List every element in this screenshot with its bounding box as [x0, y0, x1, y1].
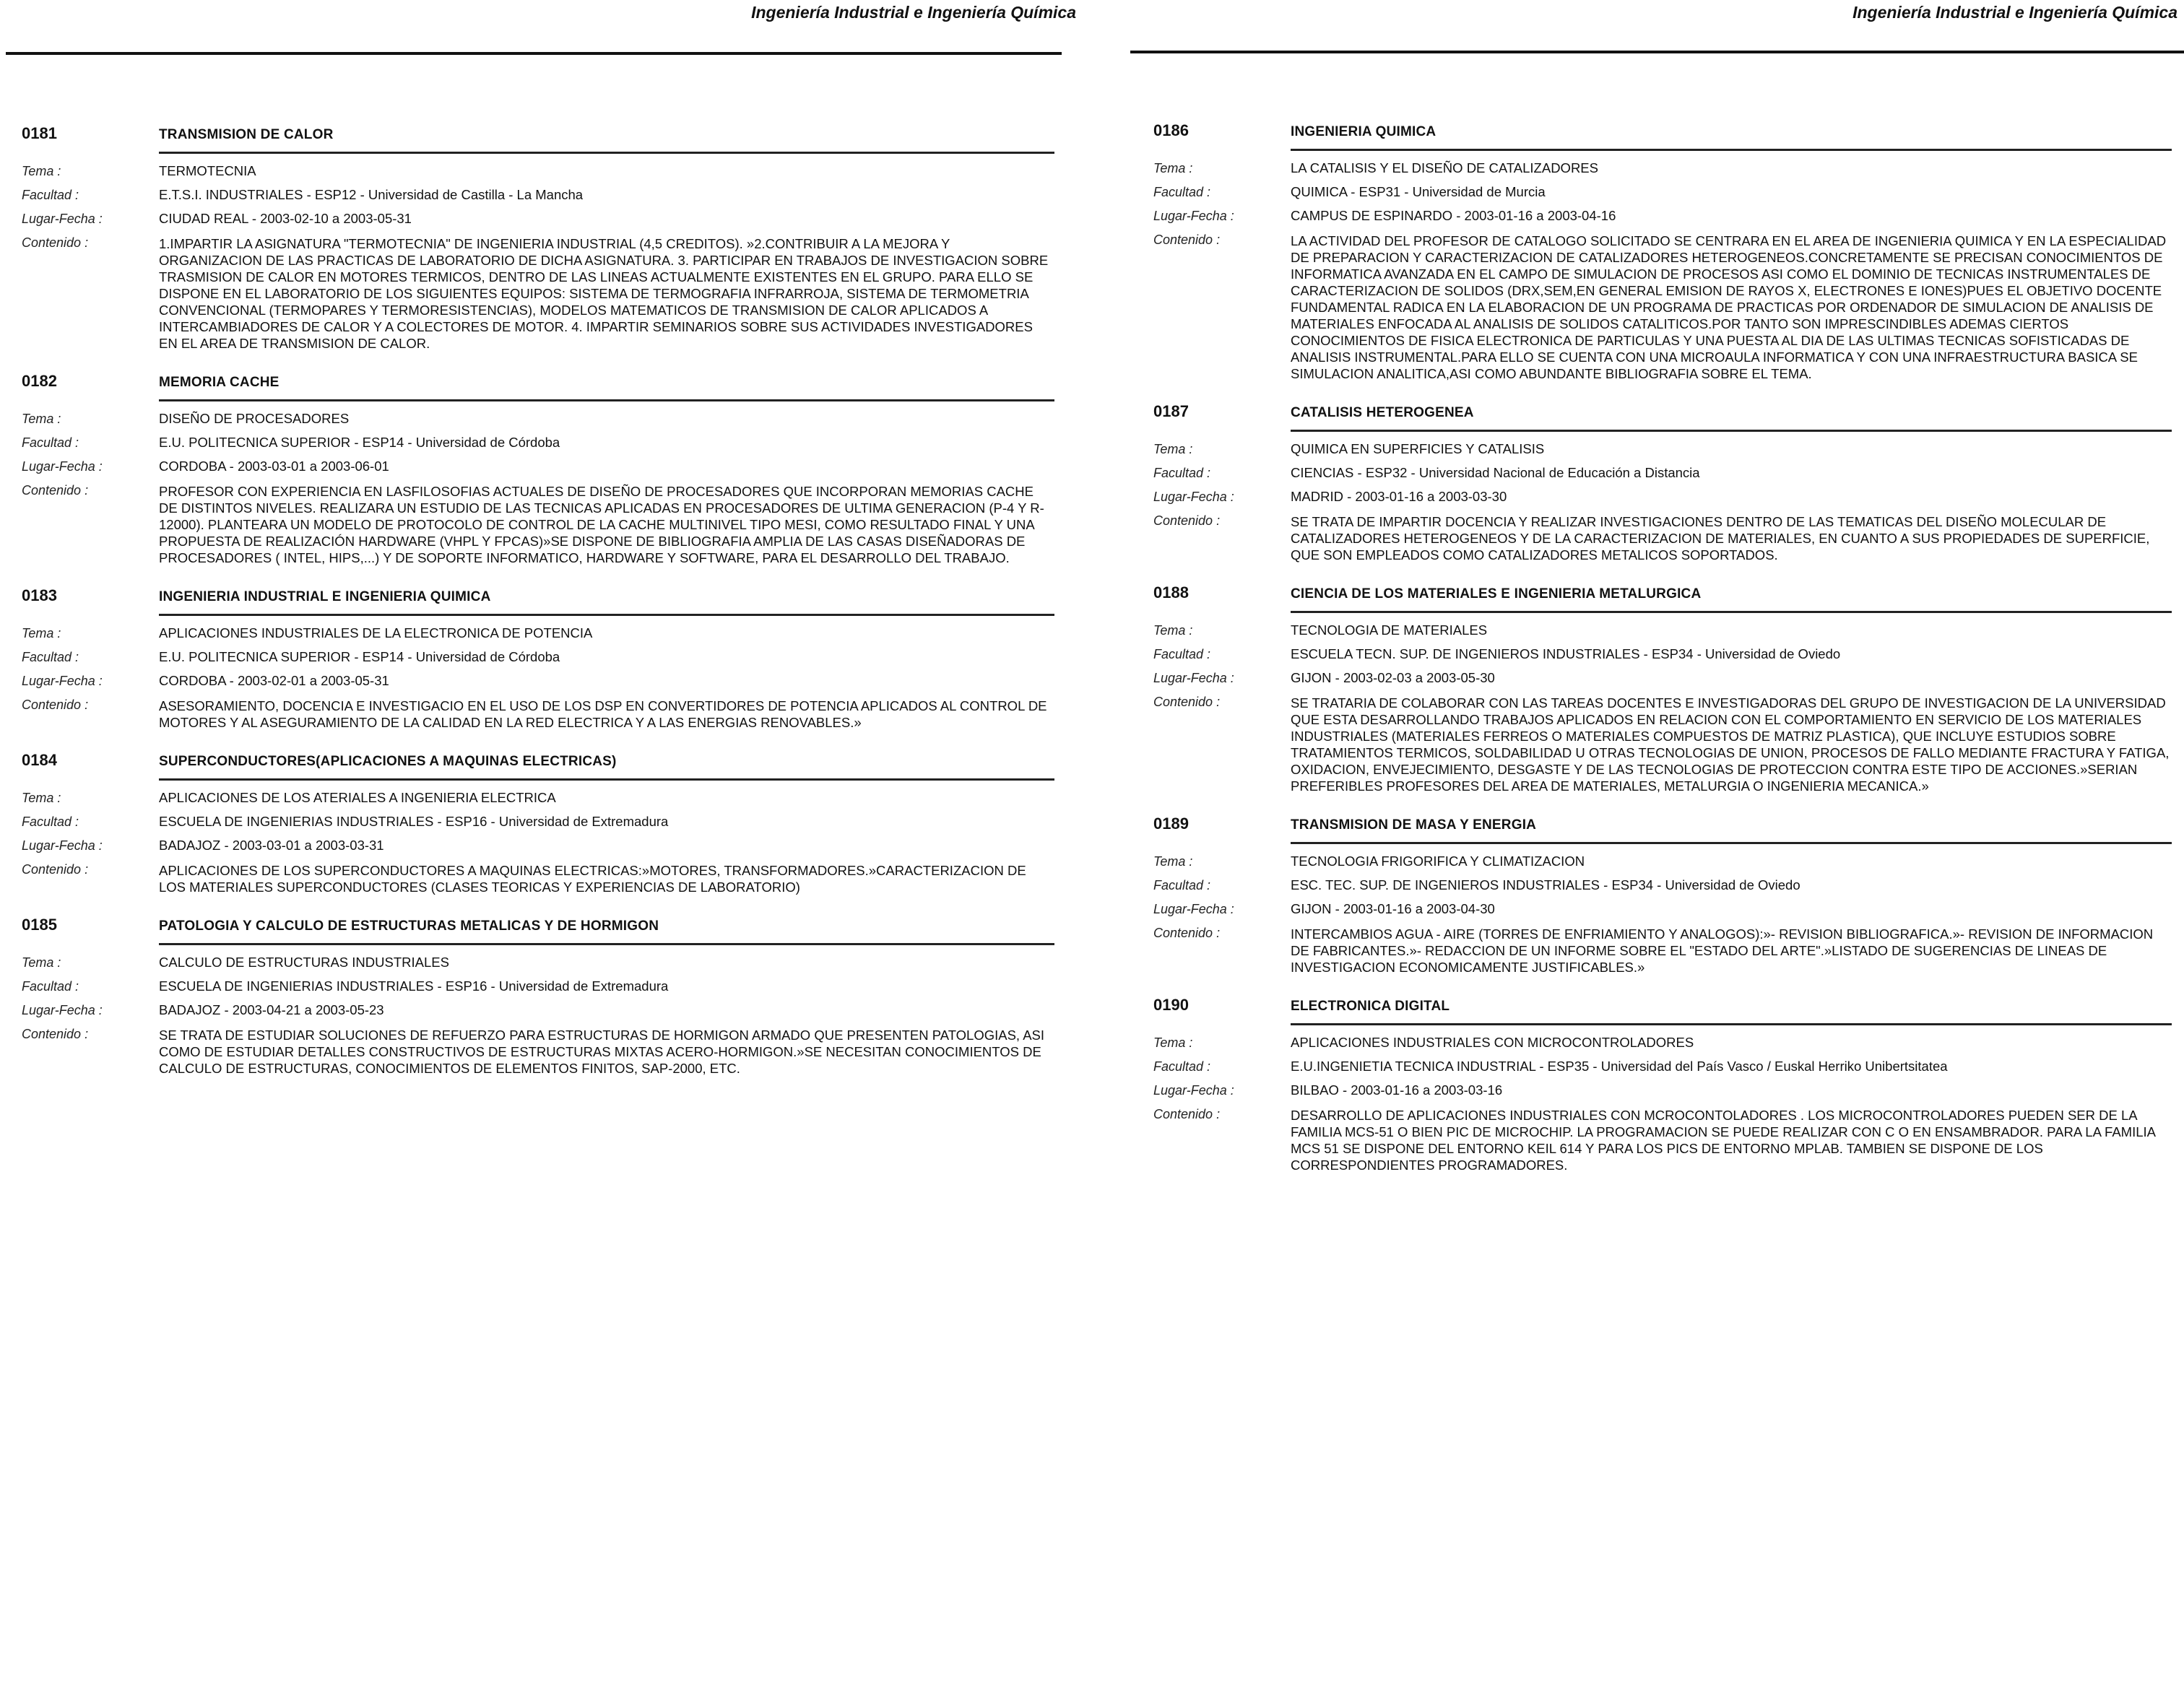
field-tema — [1153, 442, 2172, 457]
contenido-value: INTERCAMBIOS AGUA - AIRE (TORRES DE ENFRIAMIENTO Y ANALOGOS):»- REVISION BIBLIOGRAFICA.»- REVISION DE INFORMACION DE FABRICANTES.»- REDACCION DE UN INFORME SOBRE EL "ESTADO DEL ARTE".»LISTADO DE SUGERENCIAS DE LINEAS DE INVESTIGACION ECONOMICAMENTE JUSTIFICABLES.» — [1291, 926, 2154, 975]
entry-title: PATOLOGIA Y CALCULO DE ESTRUCTURAS METALICAS Y DE HORMIGON — [159, 918, 659, 934]
entry-rule — [159, 778, 1054, 781]
entry-title: TRANSMISION DE CALOR — [159, 127, 334, 142]
left-page — [0, 0, 1083, 1694]
field-label: Contenido : — [22, 483, 89, 498]
field-tema — [1153, 1035, 2172, 1051]
entry-header — [1153, 121, 2172, 140]
running-header: Ingeniería Industrial e Ingeniería Química — [1852, 3, 2178, 22]
field-contenido — [1153, 233, 2172, 382]
field-label: Lugar-Fecha : — [22, 674, 103, 688]
entry-code: 0189 — [1153, 815, 1189, 833]
right-page — [1094, 0, 2178, 1694]
entry — [1153, 583, 2172, 794]
entry-header — [22, 586, 1054, 605]
field-label: Contenido : — [22, 698, 89, 712]
entry-list — [1153, 121, 2172, 1194]
facultad-value: CIENCIAS - ESP32 - Universidad Nacional de Educación a Distancia — [1291, 465, 1700, 480]
field-lugar-fecha — [1153, 671, 2172, 686]
field-tema — [22, 412, 1054, 427]
entry-code: 0187 — [1153, 402, 1189, 420]
field-label: Contenido : — [1153, 695, 1221, 709]
lugar-fecha-value: CORDOBA - 2003-02-01 a 2003-05-31 — [159, 673, 389, 688]
field-contenido — [22, 698, 1054, 731]
entry — [1153, 815, 2172, 976]
field-label: Lugar-Fecha : — [22, 459, 103, 474]
field-lugar-fecha — [22, 212, 1054, 227]
field-facultad — [22, 188, 1054, 203]
field-lugar-fecha — [22, 674, 1054, 689]
entry-title: MEMORIA CACHE — [159, 375, 280, 390]
entry-code: 0183 — [22, 586, 57, 604]
entry-code: 0190 — [1153, 996, 1189, 1014]
field-facultad — [1153, 185, 2172, 200]
facultad-value: ESCUELA DE INGENIERIAS INDUSTRIALES - ESP16 - Universidad de Extremadura — [159, 978, 669, 994]
contenido-value: 1.IMPARTIR LA ASIGNATURA "TERMOTECNIA" DE INGENIERIA INDUSTRIAL (4,5 CREDITOS). »2.CONTRIBUIR A LA MEJORA Y ORGANIZACION DE LAS PRACTICAS DE LABORATORIO DE DICHA ASIGNATURA. 3. PARTICIPAR EN TRABAJOS DE INVESTIGACION SOBRE TRASMISION DE CALOR EN MOTORES TERMICOS, DENTRO DE LAS LINEAS ACTUALMENTE EXISTENTES EN EL GRUPO. PARA ELLO SE DISPONE EN EL LABORATORIO DE LOS SIGUIENTES EQUIPOS: SISTEMA DE TERMOGRAFIA INFRARROJA, SISTEMA DE TERMOMETRIA CONVENCIONAL (TERMOPARES Y TERMORESISTENCIAS), MODELOS MATEMATICOS DE TRANSMISION DE CALOR APLICADOS A INTERCAMBIADORES DE CALOR Y A COLECTORES DE MOTOR. 4. IMPARTIR SEMINARIOS SOBRE SUS ACTIVIDADES INVESTIGADORES EN EL AREA DE TRANSMISION DE CALOR. — [159, 236, 1049, 351]
field-label: Facultad : — [22, 979, 79, 994]
tema-value: APLICACIONES INDUSTRIALES DE LA ELECTRONICA DE POTENCIA — [159, 625, 593, 640]
field-label: Facultad : — [1153, 466, 1211, 480]
field-facultad — [22, 435, 1054, 451]
entry-rule — [1291, 430, 2172, 432]
field-tema — [1153, 854, 2172, 869]
lugar-fecha-value: BILBAO - 2003-01-16 a 2003-03-16 — [1291, 1082, 1503, 1098]
lugar-fecha-value: BADAJOZ - 2003-04-21 a 2003-05-23 — [159, 1002, 384, 1017]
field-label: Contenido : — [1153, 1107, 1221, 1121]
running-header: Ingeniería Industrial e Ingeniería Química — [751, 3, 1076, 22]
field-label: Facultad : — [22, 815, 79, 829]
field-lugar-fecha — [22, 1003, 1054, 1018]
field-label: Lugar-Fecha : — [1153, 902, 1234, 916]
field-contenido — [22, 1027, 1054, 1077]
tema-value: DISEÑO DE PROCESADORES — [159, 411, 350, 426]
facultad-value: QUIMICA - ESP31 - Universidad de Murcia — [1291, 184, 1546, 199]
facultad-value: E.T.S.I. INDUSTRIALES - ESP12 - Universidad de Castilla - La Mancha — [159, 187, 584, 202]
field-label: Lugar-Fecha : — [22, 212, 103, 226]
field-label: Lugar-Fecha : — [1153, 671, 1234, 685]
entry-title: INGENIERIA INDUSTRIAL E INGENIERIA QUIMICA — [159, 589, 491, 604]
field-label: Tema : — [1153, 1035, 1193, 1050]
entry — [1153, 121, 2172, 382]
entry — [22, 751, 1054, 895]
tema-value: CALCULO DE ESTRUCTURAS INDUSTRIALES — [159, 955, 449, 970]
field-label: Tema : — [22, 955, 61, 970]
field-label: Tema : — [1153, 623, 1193, 638]
field-contenido — [22, 862, 1054, 895]
entry — [22, 916, 1054, 1077]
lugar-fecha-value: GIJON - 2003-01-16 a 2003-04-30 — [1291, 901, 1495, 916]
field-lugar-fecha — [1153, 902, 2172, 917]
contenido-value: LA ACTIVIDAD DEL PROFESOR DE CATALOGO SOLICITADO SE CENTRARA EN EL AREA DE INGENIERIA QUIMICA Y EN LA ESPECIALIDAD DE PREPARACION Y CARACTERIZACION DE CATALIZADORES HETEROGENEOS.CONCRETAMENTE SE PRECISAN CONOCIMIENTOS DE INFORMATICA AVANZADA EN EL CAMPO DE SIMULACION DE PROCESOS ASI COMO EL DOMINIO DE TECNICAS INSTRUMENTALES DE CARACTERIZACION DE SOLIDOS (DRX,SEM,EN GENERAL EMISION DE RAYOS X, ELECTRONES E IONES)PUES EL OBJETIVO DOCENTE FUNDAMENTAL RADICA EN LA ELABORACION DE UN PROGRAMA DE PRACTICAS POR ORDENADOR DE SIMULACION DE ANALISIS DE MATERIALES ENFOCADA AL ANALISIS DE SOLIDOS CATALITICOS.POR TANTO SON IMPRESCINDIBLES ADEMAS CIERTOS CONOCIMIENTOS DE FISICA ELECTRONICA DE PARTICULAS Y UNA PUESTA AL DIA DE LAS ULTIMAS TECNICAS SOFISTICADAS DE ANALISIS INSTRUMENTAL.PARA ELLO SE CUENTA CON UNA MICROAULA INFORMATICA Y CON UNA INFRAESTRUCTURA BASICA SE SIMULACION ANALITICA,ASI COMO ABUNDANTE BIBLIOGRAFIA SOBRE EL TEMA. — [1291, 233, 2167, 381]
field-label: Contenido : — [22, 235, 89, 250]
entry — [22, 586, 1054, 731]
entry-header — [1153, 996, 2172, 1015]
entry — [22, 372, 1054, 566]
field-tema — [22, 791, 1054, 806]
facultad-value: E.U.INGENIETIA TECNICA INDUSTRIAL - ESP35 - Universidad del País Vasco / Euskal Herriko Unibertsitatea — [1291, 1059, 1948, 1074]
entry-rule — [1291, 149, 2172, 151]
tema-value: QUIMICA EN SUPERFICIES Y CATALISIS — [1291, 441, 1545, 456]
contenido-value: ASESORAMIENTO, DOCENCIA E INVESTIGACIO EN EL USO DE LOS DSP EN CONVERTIDORES DE POTENCIA APLICADOS AL CONTROL DE MOTORES Y AL ASEGURAMIENTO DE LA CALIDAD EN LA RED ELECTRICA Y A LAS ENERGIAS RENOVABLES.» — [159, 698, 1047, 730]
field-facultad — [1153, 647, 2172, 662]
entry-header — [1153, 815, 2172, 833]
entry-rule — [1291, 842, 2172, 844]
header-rule — [1130, 51, 2184, 53]
field-contenido — [1153, 926, 2172, 976]
field-label: Contenido : — [22, 862, 89, 877]
entry-title: ELECTRONICA DIGITAL — [1291, 999, 1450, 1014]
entry-header — [22, 124, 1054, 143]
entry-rule — [159, 399, 1054, 401]
entry-header — [22, 916, 1054, 934]
entry-rule — [1291, 1023, 2172, 1025]
facultad-value: ESCUELA TECN. SUP. DE INGENIEROS INDUSTRIALES - ESP34 - Universidad de Oviedo — [1291, 646, 1841, 661]
field-label: Lugar-Fecha : — [1153, 1083, 1234, 1098]
lugar-fecha-value: CIUDAD REAL - 2003-02-10 a 2003-05-31 — [159, 211, 412, 226]
field-tema — [22, 164, 1054, 179]
field-label: Tema : — [22, 791, 61, 805]
field-label: Facultad : — [22, 650, 79, 664]
field-lugar-fecha — [1153, 1083, 2172, 1098]
field-facultad — [22, 815, 1054, 830]
entry-rule — [159, 614, 1054, 616]
entry-title: CATALISIS HETEROGENEA — [1291, 405, 1474, 420]
field-label: Contenido : — [1153, 233, 1221, 247]
tema-value: LA CATALISIS Y EL DISEÑO DE CATALIZADORES — [1291, 160, 1598, 175]
contenido-value: APLICACIONES DE LOS SUPERCONDUCTORES A MAQUINAS ELECTRICAS:»MOTORES, TRANSFORMADORES.»CARACTERIZACION DE LOS MATERIALES SUPERCONDUCTORES (CLASES TEORICAS Y EXPERIENCIAS DE LABORATORIO) — [159, 863, 1026, 895]
contenido-value: DESARROLLO DE APLICACIONES INDUSTRIALES CON MCROCONTOLADORES . LOS MICROCONTROLADORES PUEDEN SER DE LA FAMILIA MCS-51 O BIEN PIC DE MICROCHIP. LA PROGRAMACION SE PUEDE REALIZAR CON C O EN ENSAMBRADOR. PARA LA FAMILIA MCS 51 SE DISPONE DEL ENTORNO KEIL 614 Y PARA LOS PICS DE ENTORNO MPLAB. TAMBIEN SE DISPONE DE LOS CORRESPONDIENTES PROGRAMADORES. — [1291, 1108, 2155, 1173]
field-label: Contenido : — [1153, 513, 1221, 528]
field-label: Facultad : — [22, 435, 79, 450]
facultad-value: E.U. POLITECNICA SUPERIOR - ESP14 - Universidad de Córdoba — [159, 649, 560, 664]
entry — [1153, 402, 2172, 563]
field-contenido — [22, 483, 1054, 566]
field-label: Lugar-Fecha : — [22, 838, 103, 853]
field-contenido — [1153, 695, 2172, 794]
entry-title: SUPERCONDUCTORES(APLICACIONES A MAQUINAS ELECTRICAS) — [159, 754, 617, 769]
entry-code: 0185 — [22, 916, 57, 934]
entry — [22, 124, 1054, 352]
facultad-value: ESC. TEC. SUP. DE INGENIEROS INDUSTRIALES - ESP34 - Universidad de Oviedo — [1291, 877, 1800, 892]
field-label: Facultad : — [22, 188, 79, 202]
lugar-fecha-value: CAMPUS DE ESPINARDO - 2003-01-16 a 2003-04-16 — [1291, 208, 1616, 223]
entry-code: 0181 — [22, 124, 57, 142]
entry-title: INGENIERIA QUIMICA — [1291, 124, 1436, 139]
lugar-fecha-value: MADRID - 2003-01-16 a 2003-03-30 — [1291, 489, 1507, 504]
field-label: Tema : — [1153, 442, 1193, 456]
facultad-value: ESCUELA DE INGENIERIAS INDUSTRIALES - ESP16 - Universidad de Extremadura — [159, 814, 669, 829]
field-tema — [1153, 623, 2172, 638]
contenido-value: PROFESOR CON EXPERIENCIA EN LASFILOSOFIAS ACTUALES DE DISEÑO DE PROCESADORES QUE INCORPORAN MEMORIAS CACHE DE DISTINTOS NIVELES. REALIZARA UN ESTUDIO DE LAS TECNICAS APLICADAS EN PROCESADORES DE ULTIMA GENERACION (P-4 Y R-12000). PLANTEARA UN MODELO DE PROTOCOLO DE CONTROL DE LA CACHE MULTINIVEL TIPO MESI, COMO RESULTADO FINAL Y UNA PROPUESTA DE REALIZACIÓN HARDWARE (VHPL Y FPCAS)»SE DISPONE DE BIBLIOGRAFIA AMPLIA DE LAS CASAS DISEÑADORAS DE PROCESADORES ( INTEL, HIPS,...) Y DE SOPORTE INFORMATICO, HARDWARE Y SOFTWARE, PARA EL DESARROLLO DEL TRABAJO. — [159, 484, 1044, 565]
tema-value: TECNOLOGIA DE MATERIALES — [1291, 622, 1488, 638]
field-label: Facultad : — [1153, 185, 1211, 199]
field-label: Facultad : — [1153, 878, 1211, 892]
entry-title: CIENCIA DE LOS MATERIALES E INGENIERIA METALURGICA — [1291, 586, 1702, 601]
field-lugar-fecha — [22, 838, 1054, 853]
field-tema — [1153, 161, 2172, 176]
lugar-fecha-value: BADAJOZ - 2003-03-01 a 2003-03-31 — [159, 838, 384, 853]
field-contenido — [22, 235, 1054, 352]
field-contenido — [1153, 1107, 2172, 1173]
entry-rule — [1291, 611, 2172, 613]
field-facultad — [1153, 878, 2172, 893]
contenido-value: SE TRATARIA DE COLABORAR CON LAS TAREAS DOCENTES E INVESTIGADORAS DEL GRUPO DE INVESTIGACION DE LA UNIVERSIDAD QUE ESTA DESARROLLANDO TRABAJOS APLICADOS EN RELACION CON EL COMPORTAMIENTO EN SERVICIO DE LOS MATERIALES INDUSTRIALES (MATERIALES FERREOS O MATERIALES COMPUESTOS DE MATRIZ PLASTICA), QUE INCLUYE ESTUDIOS SOBRE TRATAMIENTOS TERMICOS, SOLDABILIDAD U OTRAS TECNOLOGIAS DE UNION, PROCESOS DE FALLO MEDIANTE FRACTURA Y FATIGA, OXIDACION, ENVEJECIMIENTO, DESGASTE Y DE LAS TECNOLOGIAS DE PROTECCION CONTRA ESTE TIPO DE ACCIONES.»SERIAN PREFERIBLES PROFESORES DEL AREA DE MATERIALES, METALURGIA O INGENIERIA MECANICA.» — [1291, 695, 2170, 794]
entry-header — [1153, 402, 2172, 421]
header-rule — [6, 52, 1062, 55]
field-label: Facultad : — [1153, 1059, 1211, 1074]
lugar-fecha-value: GIJON - 2003-02-03 a 2003-05-30 — [1291, 670, 1495, 685]
field-label: Tema : — [1153, 854, 1193, 869]
tema-value: TERMOTECNIA — [159, 163, 256, 178]
field-lugar-fecha — [1153, 209, 2172, 224]
field-facultad — [22, 979, 1054, 994]
field-label: Tema : — [22, 164, 61, 178]
field-label: Lugar-Fecha : — [22, 1003, 103, 1017]
entry-code: 0182 — [22, 372, 57, 390]
entry-code: 0184 — [22, 751, 57, 769]
tema-value: APLICACIONES DE LOS ATERIALES A INGENIERIA ELECTRICA — [159, 790, 556, 805]
field-facultad — [1153, 1059, 2172, 1074]
entry-header — [22, 751, 1054, 770]
contenido-value: SE TRATA DE ESTUDIAR SOLUCIONES DE REFUERZO PARA ESTRUCTURAS DE HORMIGON ARMADO QUE PRESENTEN PATOLOGIAS, ASI COMO DE ESTUDIAR DETALLES CONSTRUCTIVOS DE ESTRUCTURAS MIXTAS ACERO-HORMIGON.»SE NECESITAN CONOCIMIENTOS DE CALCULO DE ESTRUCTURAS, CONOCIMIENTOS DE ELEMENTOS FINITOS, SAP-2000, ETC. — [159, 1028, 1045, 1076]
contenido-value: SE TRATA DE IMPARTIR DOCENCIA Y REALIZAR INVESTIGACIONES DENTRO DE LAS TEMATICAS DEL DISEÑO MOLECULAR DE CATALIZADORES HETEROGENEOS Y DE LA CARACTERIZACION DE MATERIALES, EN CUANTO A SUS PROPIEDADES DE SUPERFICIE, QUE SON EMPLEADOS COMO CATALIZADORES METALICOS SOPORTADOS. — [1291, 514, 2150, 563]
entry-list — [22, 124, 1054, 1097]
field-label: Tema : — [22, 626, 61, 640]
field-label: Tema : — [1153, 161, 1193, 175]
field-label: Facultad : — [1153, 647, 1211, 661]
field-tema — [22, 955, 1054, 970]
entry — [1153, 996, 2172, 1173]
entry-code: 0186 — [1153, 121, 1189, 139]
field-label: Lugar-Fecha : — [1153, 490, 1234, 504]
field-tema — [22, 626, 1054, 641]
field-facultad — [1153, 466, 2172, 481]
facultad-value: E.U. POLITECNICA SUPERIOR - ESP14 - Universidad de Córdoba — [159, 435, 560, 450]
entry-header — [22, 372, 1054, 391]
field-label: Tema : — [22, 412, 61, 426]
field-facultad — [22, 650, 1054, 665]
entry-header — [1153, 583, 2172, 602]
tema-value: TECNOLOGIA FRIGORIFICA Y CLIMATIZACION — [1291, 853, 1585, 869]
field-lugar-fecha — [22, 459, 1054, 474]
tema-value: APLICACIONES INDUSTRIALES CON MICROCONTROLADORES — [1291, 1035, 1694, 1050]
lugar-fecha-value: CORDOBA - 2003-03-01 a 2003-06-01 — [159, 459, 389, 474]
field-label: Lugar-Fecha : — [1153, 209, 1234, 223]
field-lugar-fecha — [1153, 490, 2172, 505]
field-label: Contenido : — [1153, 926, 1221, 940]
entry-rule — [159, 943, 1054, 945]
entry-code: 0188 — [1153, 583, 1189, 601]
entry-rule — [159, 152, 1054, 154]
entry-title: TRANSMISION DE MASA Y ENERGIA — [1291, 817, 1537, 833]
field-contenido — [1153, 513, 2172, 563]
field-label: Contenido : — [22, 1027, 89, 1041]
